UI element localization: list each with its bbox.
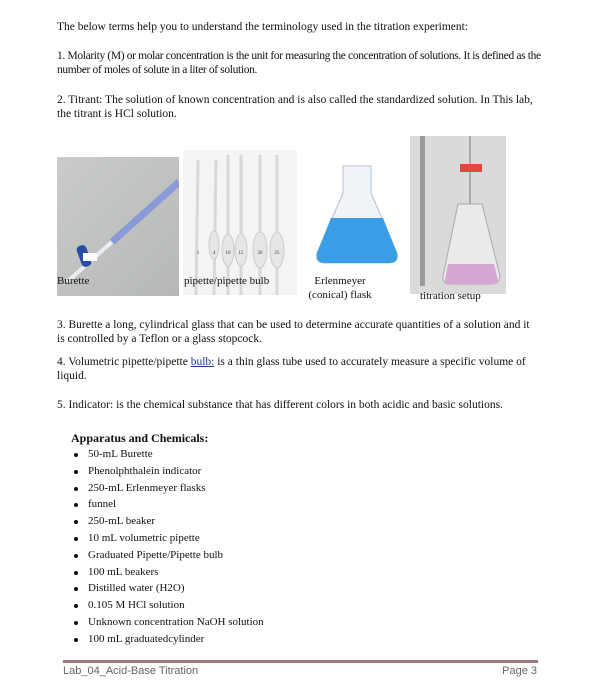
footer-title: Lab_04_Acid-Base Titration xyxy=(63,665,199,677)
term-pipette-prefix: 4. Volumetric pipette/pipette xyxy=(57,356,191,368)
term-pipette-rest: is a thin glass tube used to accurately measure a specific volume of liquid. xyxy=(57,356,526,382)
erlenmeyer-flask-image xyxy=(313,163,401,265)
figure-caption-pipette: pipette/pipette bulb xyxy=(184,275,270,287)
figure-caption-burette: Burette xyxy=(57,275,90,287)
intro-text: The below terms help you to understand the terminology used in the titration experiment: xyxy=(57,21,469,33)
list-item: Graduated Pipette/Pipette bulb xyxy=(88,547,264,564)
figure-caption-titration-setup: titration setup xyxy=(420,290,481,302)
list-item: 250-mL Erlenmeyer flasks xyxy=(88,480,264,497)
term-indicator: 5. Indicator: is the chemical substance that has different colors in both acidic and basic solutions. xyxy=(57,399,503,411)
term-titrant: 2. Titrant: The solution of known concentration and is also called the standardized solution. In This lab, the titrant is HCl solution. xyxy=(57,94,533,120)
pipette-volume-mark: 10 xyxy=(225,251,231,256)
titration-setup-image xyxy=(410,136,506,294)
list-item: Unknown concentration NaOH solution xyxy=(88,614,264,631)
list-item: funnel xyxy=(88,496,264,513)
term-pipette xyxy=(57,355,537,383)
pipette-volume-mark: 15 xyxy=(238,251,244,256)
bulb-link[interactable]: bulb: xyxy=(190,356,215,368)
list-item: Phenolphthalein indicator xyxy=(88,463,264,480)
footer-rule xyxy=(63,660,538,663)
apparatus-list xyxy=(88,446,264,648)
list-item: 50-mL Burette xyxy=(88,446,264,463)
figure-caption-flask: Erlenmeyer (conical) flask xyxy=(308,275,372,301)
pipette-volume-mark: 20 xyxy=(257,251,263,256)
pipette-volume-mark: 1 xyxy=(196,251,200,256)
list-item: Distilled water (H2O) xyxy=(88,580,264,597)
term-molarity: 1. Molarity (M) or molar concentration is the unit for measuring the concentration of solutions. It is defined as the number of moles of solute in a liter of solution. xyxy=(57,50,541,76)
list-item: 0.105 M HCl solution xyxy=(88,597,264,614)
list-item: 100 mL beakers xyxy=(88,564,264,581)
term-burette: 3. Burette a long, cylindrical glass that can be used to determine accurate quantities of a solution and it is controlled by a Teflon or a glass stopcock. xyxy=(57,319,530,345)
page-number: Page 3 xyxy=(502,665,537,677)
list-item: 250-mL beaker xyxy=(88,513,264,530)
pipette-volume-mark: 4 xyxy=(212,251,216,256)
list-item: 100 mL graduatedcylinder xyxy=(88,631,264,648)
apparatus-heading: Apparatus and Chemicals: xyxy=(71,431,209,445)
list-item: 10 mL volumetric pipette xyxy=(88,530,264,547)
pipette-volume-mark: 25 xyxy=(274,251,280,256)
